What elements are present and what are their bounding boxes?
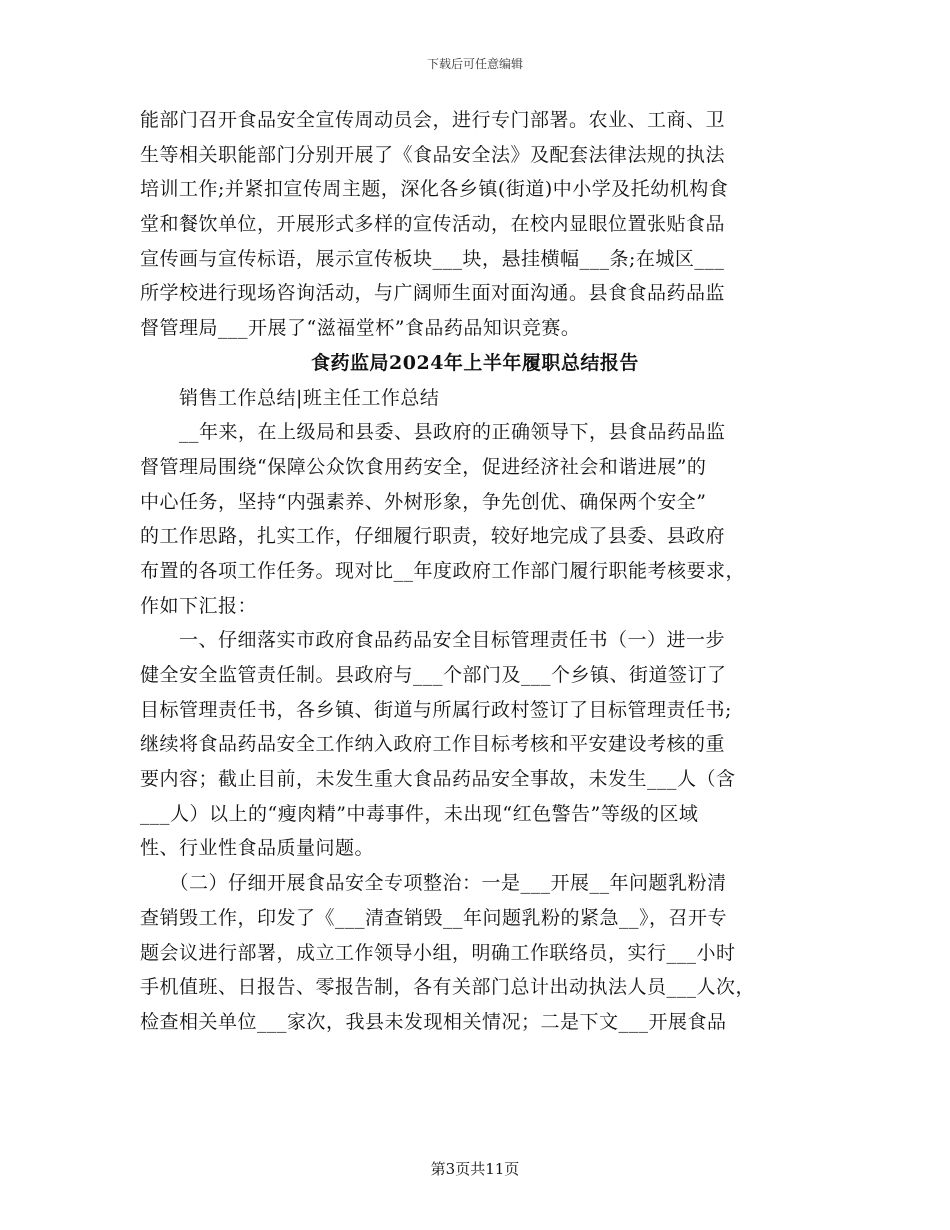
text-line: 的工作思路，扎实工作，仔细履行职责，较好地完成了县委、县政府	[140, 525, 726, 548]
text-line: 要内容；截止目前，未发生重大食品药品安全事故，未发生___人（含	[140, 768, 736, 791]
text-line: 检查相关单位___家次，我县未发现相关情况；二是下文___开展食品	[140, 1010, 727, 1033]
text-line: 手机值班、日报告、零报告制，各有关部门总计出动执法人员___人次，	[140, 976, 756, 999]
text-line: 题会议进行部署，成立工作领导小组，明确工作联络员，实行___小时	[140, 941, 736, 964]
text-line: ___人）以上的“瘦肉精”中毒事件，未出现“红色警告”等级的区域	[140, 802, 699, 825]
text-line: 销售工作总结|班主任工作总结	[140, 386, 440, 409]
text-line: （二）仔细开展食品安全专项整治：一是___开展__年问题乳粉清	[140, 872, 727, 895]
document-title: 食药监局2024年上半年履职总结报告	[311, 351, 639, 374]
text-line: 培训工作;并紧扣宣传周主题，深化各乡镇(街道)中小学及托幼机构食	[140, 178, 729, 201]
paragraph-before-title	[140, 103, 820, 346]
text-line: 督管理局___开展了“滋福堂杯”食品药品知识竞赛。	[140, 317, 581, 340]
text-line: 目标管理责任书，各乡镇、街道与所属行政村签订了目标管理责任书;	[140, 698, 732, 721]
document-body	[140, 103, 820, 1040]
text-line: 所学校进行现场咨询活动，与广阔师生面对面沟通。县食食品药品监	[140, 282, 726, 305]
page-footer: 第3页共11页	[430, 1160, 520, 1178]
text-line: 生等相关职能部门分别开展了《食品安全法》及配套法律法规的执法	[140, 143, 726, 166]
text-line: 督管理局围绕“保障公众饮食用药安全，促进经济社会和谐进展”的	[140, 455, 707, 478]
text-line: 能部门召开食品安全宣传周动员会，进行专门部署。农业、工商、卫	[140, 109, 726, 131]
paragraph-after-title	[140, 381, 820, 1040]
text-line: __年来，在上级局和县委、县政府的正确领导下，县食品药品监	[140, 421, 726, 444]
text-line: 继续将食品药品安全工作纳入政府工作目标考核和平安建设考核的重	[140, 733, 726, 756]
text-line: 一、仔细落实市政府食品药品安全目标管理责任书（一）进一步	[140, 629, 726, 652]
text-line: 堂和餐饮单位，开展形式多样的宣传活动，在校内显眼位置张贴食品	[140, 213, 726, 236]
text-line: 健全安全监管责任制。县政府与___个部门及___个乡镇、街道签订了	[140, 664, 727, 686]
text-line: 性、行业性食品质量问题。	[140, 837, 375, 860]
text-line: 作如下汇报：	[140, 594, 258, 617]
header-note: 下载后可任意编辑	[426, 57, 523, 71]
text-line: 布置的各项工作任务。现对比__年度政府工作部门履行职能考核要求，	[140, 559, 746, 582]
text-line: 宣传画与宣传标语，展示宣传板块___块，悬挂横幅___条;在城区___	[140, 247, 725, 270]
text-line: 查销毁工作，印发了《___清查销毁__年问题乳粉的紧急__》，召开专	[140, 906, 728, 929]
text-line: 中心任务，坚持“内强素养、外树形象，争先创优、确保两个安全”	[140, 490, 707, 513]
